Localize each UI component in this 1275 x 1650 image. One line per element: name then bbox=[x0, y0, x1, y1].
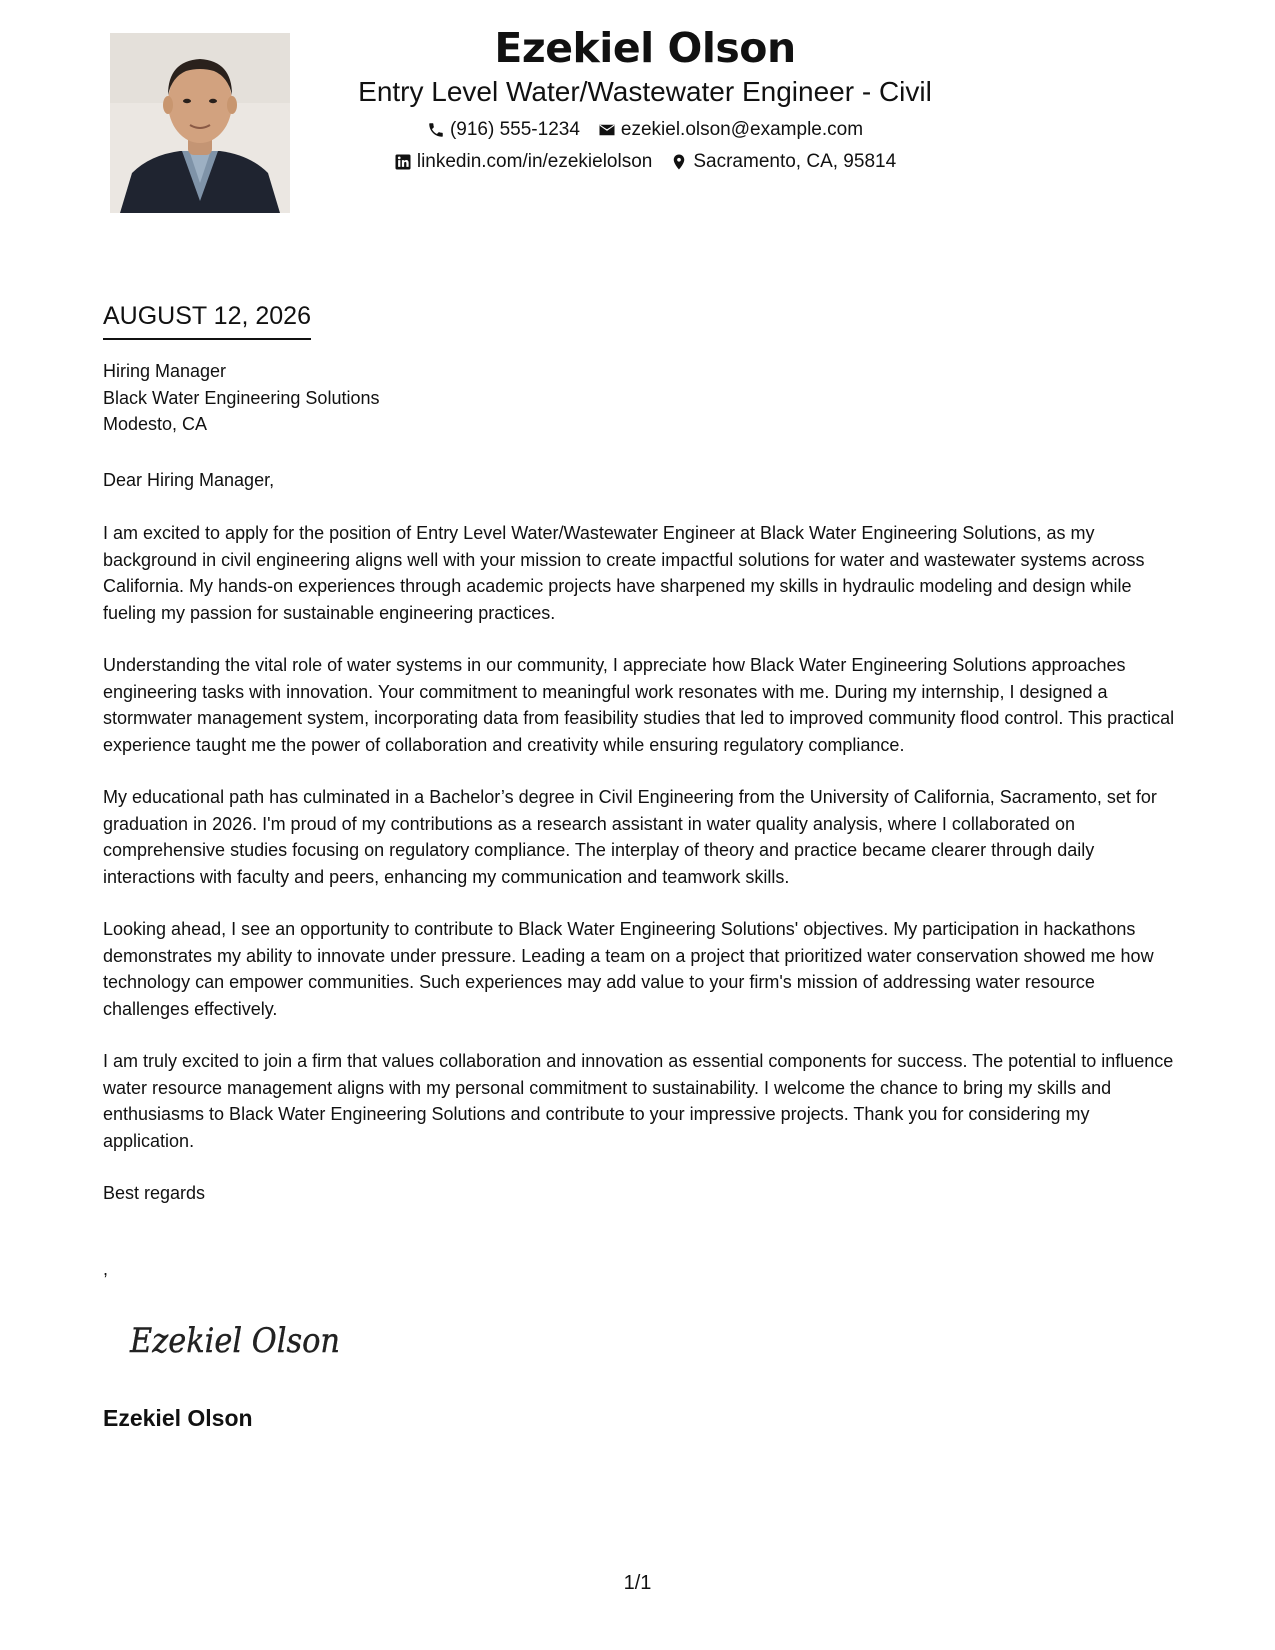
contact-row-primary bbox=[300, 118, 990, 142]
body-paragraph: Looking ahead, I see an opportunity to contribute to Black Water Engineering Solutions' objectives. My participation in hackathons demonstrates my ability to innovate under pressure. Leading a team on a project that prioritized water conservation showed me how technology can empower communities. Such experiences may add value to your firm's mission of addressing water resource challenges effectively. bbox=[103, 919, 1154, 1019]
recipient-location: Modesto, CA bbox=[103, 414, 208, 434]
recipient-block bbox=[103, 358, 379, 438]
closing: Best regards bbox=[103, 1183, 206, 1203]
letter-body bbox=[103, 520, 1183, 1180]
recipient-title: Hiring Manager bbox=[103, 361, 227, 381]
contact-row-secondary bbox=[300, 150, 990, 174]
email-text[interactable]: ezekiel.olson@example.com bbox=[620, 119, 864, 140]
body-paragraph: I am truly excited to join a firm that values collaboration and innovation as essential components for success. The potential to influence water resource management aligns with my personal commitment to sustainability. I welcome the chance to bring my skills and enthusiasms to Black Water Engineering Solutions and contribute to your impressive projects. Thank you for considering my application. bbox=[103, 1051, 1174, 1151]
job-title: Entry Level Water/Wastewater Engineer - Civil bbox=[358, 76, 932, 107]
map-pin-icon bbox=[670, 153, 688, 171]
phone-text: (916) 555-1234 bbox=[449, 119, 580, 140]
phone-icon bbox=[427, 121, 445, 139]
location-text: Sacramento, CA, 95814 bbox=[693, 151, 897, 172]
header bbox=[300, 22, 990, 174]
letter-date: AUGUST 12, 2026 bbox=[103, 300, 311, 340]
salutation: Dear Hiring Manager, bbox=[103, 470, 275, 490]
body-paragraph: I am excited to apply for the position of Entry Level Water/Wastewater Engineer at Black Water Engineering Solutions, as my background in civil engineering aligns well with your mission to create impactful solutions for water and wastewater systems across California. My hands-on experiences through academic projects have sharpened my skills in hydraulic modeling and design while fueling my passion for sustainable engineering practices. bbox=[103, 523, 1145, 623]
envelope-icon bbox=[598, 121, 616, 139]
linkedin-contact[interactable] bbox=[394, 150, 653, 174]
location-contact bbox=[670, 150, 896, 174]
signer-name: Ezekiel Olson bbox=[103, 1405, 253, 1431]
linkedin-text[interactable]: linkedin.com/in/ezekielolson bbox=[416, 151, 653, 172]
email-contact[interactable] bbox=[598, 118, 863, 142]
handwritten-signature bbox=[128, 1310, 348, 1370]
svg-text:Ezekiel Olson: Ezekiel Olson bbox=[129, 1321, 340, 1361]
closing-comma: , bbox=[103, 1259, 109, 1279]
linkedin-icon bbox=[394, 153, 412, 171]
body-paragraph: Understanding the vital role of water systems in our community, I appreciate how Black Water Engineering Solutions approaches engineering tasks with innovation. Your commitment to meaningful work resonates with me. During my internship, I designed a stormwater management system, incorporating data from feasibility studies that led to improved community flood control. This practical experience taught me the power of collaboration and creativity while ensuring regulatory compliance. bbox=[103, 655, 1175, 755]
recipient-company: Black Water Engineering Solutions bbox=[103, 387, 380, 408]
applicant-name: Ezekiel Olson bbox=[494, 24, 796, 72]
page-number: 1/1 bbox=[623, 1572, 652, 1594]
phone-contact bbox=[427, 118, 580, 142]
profile-photo bbox=[110, 33, 290, 213]
body-paragraph: My educational path has culminated in a Bachelor’s degree in Civil Engineering from the University of California, Sacramento, set for graduation in 2026. I'm proud of my contributions as a research assistant in water quality analysis, where I collaborated on comprehensive studies focusing on regulatory compliance. The interplay of theory and practice became clearer through daily interactions with faculty and peers, enhancing my communication and teamwork skills. bbox=[103, 787, 1157, 887]
